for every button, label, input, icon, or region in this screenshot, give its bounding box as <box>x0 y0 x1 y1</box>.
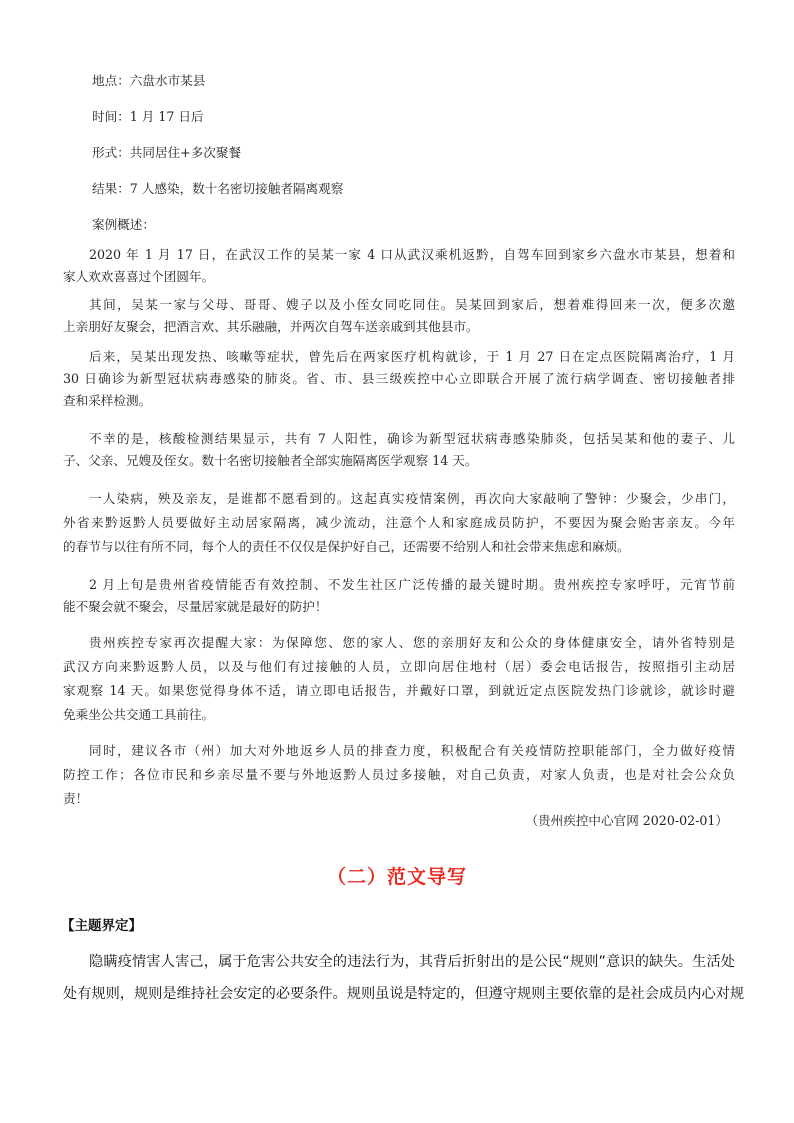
paragraph-line: 同时，建议各市（州）加大对外地返乡人员的排查力度，积极配合有关疫情防控职能部门，全力做好疫情 <box>89 743 735 758</box>
case-location: 地点：六盘水市某县 <box>92 73 206 88</box>
paragraph-line: 外省来黔返黔人员要做好主动居家隔离，减少流动，注意个人和家庭成员防护，不要因为聚会贻害亲友。今年 <box>63 515 735 530</box>
paragraph-line: 贵州疾控专家再次提醒大家：为保障您、您的家人、您的亲朋好友和公众的身体健康安全，请外省特别是 <box>89 635 735 650</box>
theme-definition-heading: 【主题界定】 <box>61 918 142 934</box>
case-form: 形式：共同居住+多次聚餐 <box>92 145 242 160</box>
paragraph-line: 上亲朋好友聚会，把酒言欢、其乐融融，并两次自驾车送亲戚到其他县市。 <box>63 319 479 334</box>
section-title: （二）范文导写 <box>326 866 467 888</box>
case-result: 结果：7 人感染，数十名密切接触者隔离观察 <box>92 181 344 196</box>
paragraph-line: 家观察 14 天。如果您觉得身体不适，请立即电话报告，并戴好口罩，到就近定点医院发热门诊就诊，就诊时避 <box>63 683 735 698</box>
paragraph-line: 的春节与以往有所不同，每个人的责任不仅仅是保护好自己，还需要不给别人和社会带来焦虑和麻烦。 <box>63 539 630 554</box>
essay-line: 隐瞒疫情害人害己，属于危害公共安全的违法行为，其背后折射出的是公民“规则”意识的缺失。生活处 <box>89 954 735 970</box>
paragraph-line: 防控工作；各位市民和乡亲尽量不要与外地返黔人员过多接触，对自己负责，对家人负责，也是对社会公众负 <box>63 767 735 782</box>
paragraph-line: 武汉方向来黔返黔人员，以及与他们有过接触的人员，立即向居住地村（居）委会电话报告，按照指引主动居 <box>63 659 735 674</box>
paragraph-line: 子、父亲、兄嫂及侄女。数十名密切接触者全部实施隔离医学观察 14 天。 <box>63 453 478 468</box>
case-time: 时间：1 月 17 日后 <box>92 109 204 124</box>
paragraph-line: 免乘坐公共交通工具前往。 <box>63 707 215 722</box>
paragraph-line: 能不聚会就不聚会，尽量居家就是最好的防护！ <box>63 599 328 614</box>
paragraph-line: 查和采样检测。 <box>63 393 152 408</box>
paragraph-line: 家人欢欢喜喜过个团圆年。 <box>63 269 215 284</box>
case-summary-label: 案例概述： <box>92 217 155 232</box>
paragraph-line: 30 日确诊为新型冠状病毒感染的肺炎。省、市、县三级疾控中心立即联合开展了流行病学调查、密切接触者排 <box>63 371 735 386</box>
paragraph-line: 一人染病，殃及亲友，是谁都不愿看到的。这起真实疫情案例，再次向大家敲响了警钟：少聚会，少串门， <box>89 491 735 506</box>
paragraph-line: 其间，吴某一家与父母、哥哥、嫂子以及小侄女同吃同住。吴某回到家后，想着难得回来一次，便多次邀 <box>89 297 735 312</box>
paragraph-line: 2020 年 1 月 17 日，在武汉工作的吴某一家 4 口从武汉乘机返黔，自驾车回到家乡六盘水市某县，想着和 <box>89 247 735 262</box>
paragraph-line: 2 月上旬是贵州省疫情能否有效控制、不发生社区广泛传播的最关键时期。贵州疾控专家呼吁，元宵节前 <box>89 577 735 592</box>
essay-line: 处有规则，规则是维持社会安定的必要条件。规则虽说是特定的，但遵守规则主要依靠的是社会成员内心对规 <box>63 986 745 1002</box>
source-citation: （贵州疾控中心官网 2020-02-01） <box>525 813 728 828</box>
paragraph-line: 责！ <box>63 791 89 806</box>
paragraph-line: 不幸的是，核酸检测结果显示，共有 7 人阳性，确诊为新型冠状病毒感染肺炎，包括吴某和他的妻子、儿 <box>89 431 735 446</box>
paragraph-line: 后来，吴某出现发热、咳嗽等症状，曾先后在两家医疗机构就诊，于 1 月 27 日在定点医院隔离治疗，1 月 <box>89 349 735 364</box>
